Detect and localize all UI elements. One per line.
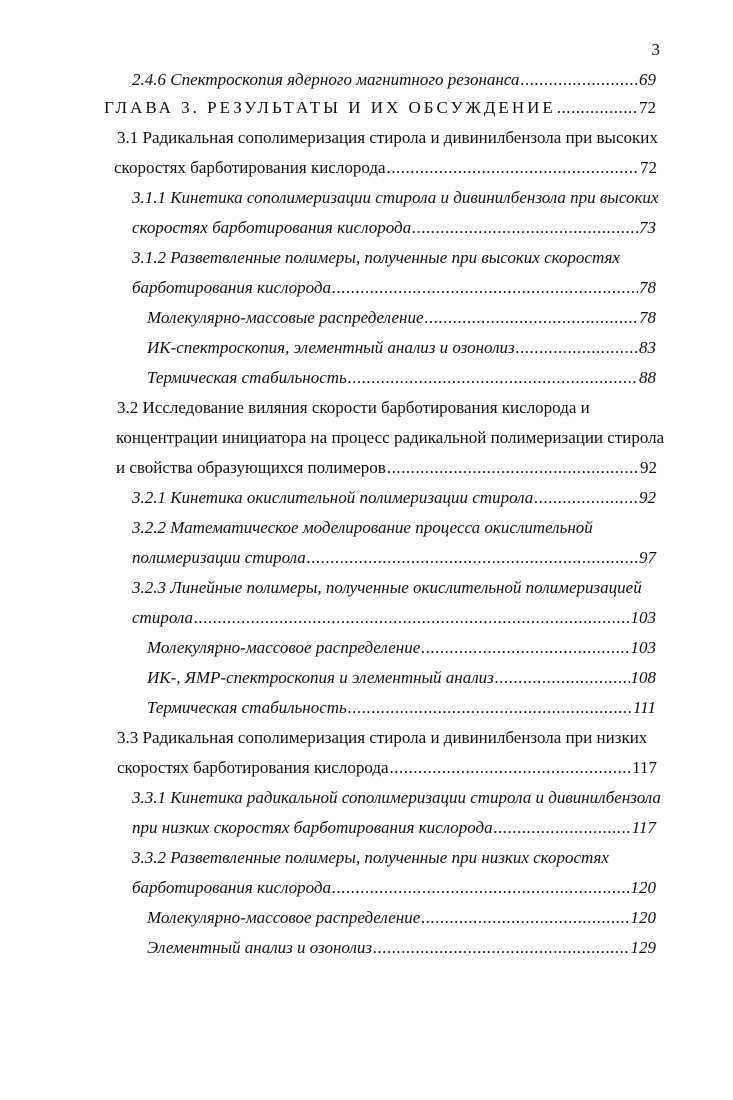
toc-page-ref: 111 (633, 698, 656, 717)
toc-entry-title-line-2: при низких скоростях барботирования кислорода (132, 818, 493, 837)
toc-entry-title-line-1: 3.1 Радикальная сополимеризация стирола и дивинилбензола при высоких (117, 128, 658, 147)
toc-entry-3-3-2-a[interactable] (147, 903, 656, 933)
toc-page-ref: 92 (640, 458, 657, 477)
toc-entry-3-2-1[interactable] (132, 483, 656, 513)
dot-leader (534, 483, 638, 513)
dot-leader (387, 453, 639, 483)
toc-entry-title-line-2: барботирования кислорода (132, 278, 331, 297)
dot-leader (373, 933, 630, 963)
toc-page-ref: 72 (640, 158, 657, 177)
toc-entry-3-2-3-a[interactable] (147, 633, 656, 663)
toc-entry-3-1[interactable] (114, 123, 658, 183)
toc-entry-title: Молекулярно-массовое распределение (147, 638, 421, 657)
toc-entry-title: Термическая стабильность (147, 368, 347, 387)
toc-page-ref: 78 (639, 278, 656, 297)
page-number: 3 (651, 40, 660, 59)
toc-entry-3-3-2-b[interactable] (147, 933, 656, 963)
toc-entry-title-line-1: 3.3 Радикальная сополимеризация стирола и дивинилбензола при низких (117, 728, 648, 747)
toc-page-ref: 117 (631, 818, 656, 837)
toc-page-ref: 69 (639, 70, 656, 89)
toc-page-ref: 129 (630, 938, 656, 957)
dot-leader (421, 633, 629, 663)
dot-leader (390, 753, 632, 783)
toc-entry-3-1-2-c[interactable] (147, 363, 656, 393)
toc-entry-title-line-1: 3.1.2 Разветвленные полимеры, полученные при высоких скоростях (132, 248, 620, 267)
dot-leader (348, 693, 632, 723)
toc-page-ref: 103 (630, 638, 656, 657)
toc-page-ref: 97 (639, 548, 656, 567)
toc-entry-title-line-3: и свойства образующихся полимеров (116, 458, 386, 477)
toc-page-ref: 92 (639, 488, 656, 507)
toc-entry-title-line-1: 3.2 Исследование виляния скорости барботирования кислорода и (117, 398, 590, 417)
toc-entry-title-line-2: стирола (132, 608, 194, 627)
toc-entry-title-line-2: скоростях барботирования кислорода (114, 158, 386, 177)
toc-entry-3-3-1[interactable] (132, 783, 661, 843)
toc-entry-title: 2.4.6 Спектроскопия ядерного магнитного резонанса (132, 70, 520, 89)
dot-leader (520, 65, 638, 95)
toc-entry-title-line-2: барботирования кислорода (132, 878, 331, 897)
toc-entry-title: Молекулярно-массовые распределение (147, 308, 424, 327)
toc-entry-3-2-3-b[interactable] (147, 663, 656, 693)
toc-entry-3-3[interactable] (117, 723, 657, 783)
toc-entry-title-line-1: 3.2.2 Математическое моделирование процесса окислительной (132, 518, 593, 537)
toc-entry-2-4-6[interactable] (132, 65, 656, 95)
dot-leader (495, 663, 630, 693)
toc-entry-title: ИК-спектроскопия, элементный анализ и озонолиз (147, 338, 515, 357)
toc-entry-title: Молекулярно-массовое распределение (147, 908, 421, 927)
toc-page-ref: 120 (630, 878, 656, 897)
toc-entry-title: 3.2.1 Кинетика окислительной полимеризации стирола (132, 488, 534, 507)
toc-entry-3-2-2[interactable] (132, 513, 656, 573)
toc-page-ref: 73 (639, 218, 656, 237)
toc-entry-3-2-3-c[interactable] (147, 693, 656, 723)
dot-leader (494, 813, 631, 843)
toc-page-ref: 108 (630, 668, 656, 687)
toc-entry-3-1-2-b[interactable] (147, 333, 656, 363)
toc-entry-title-line-2: скоростях барботирования кислорода (132, 218, 412, 237)
toc-page-ref: 83 (639, 338, 656, 357)
toc-entry-title-line-2: концентрации инициатора на процесс радикальной полимеризации стирола (116, 428, 665, 447)
dot-leader (557, 93, 638, 123)
dot-leader (421, 903, 629, 933)
toc-entry-title: Элементный анализ и озонолиз (147, 938, 372, 957)
toc-entry-3-1-2-a[interactable] (147, 303, 656, 333)
dot-leader (307, 543, 638, 573)
dot-leader (516, 333, 638, 363)
toc-entry-3-2[interactable] (116, 393, 665, 483)
toc-entry-title-line-2: скоростях барботирования кислорода (117, 758, 389, 777)
toc-entry-chapter-3[interactable] (104, 93, 656, 123)
toc-page-ref: 103 (630, 608, 656, 627)
toc-entry-3-2-3[interactable] (132, 573, 656, 633)
toc-page-ref: 117 (632, 758, 657, 777)
dot-leader (332, 873, 630, 903)
toc-entry-3-1-1[interactable] (132, 183, 659, 243)
dot-leader (412, 213, 638, 243)
dot-leader (425, 303, 639, 333)
toc-entry-title-line-1: 3.2.3 Линейные полимеры, полученные окислительной полимеризацией (132, 578, 642, 597)
toc-entry-3-1-2[interactable] (132, 243, 656, 303)
toc-page-ref: 72 (639, 98, 656, 117)
toc-page-ref: 78 (639, 308, 656, 327)
toc-entry-title-line-2: полимеризации стирола (132, 548, 306, 567)
toc-entry-title-line-1: 3.1.1 Кинетика сополимеризации стирола и дивинилбензола при высоких (132, 188, 659, 207)
dot-leader (348, 363, 638, 393)
toc-entry-title-line-1: 3.3.2 Разветвленные полимеры, полученные при низких скоростях (132, 848, 609, 867)
toc-entry-title: ИК-, ЯМР-спектроскопия и элементный анализ (147, 668, 494, 687)
dot-leader (387, 153, 639, 183)
dot-leader (332, 273, 638, 303)
toc-entry-title: ГЛАВА 3. РЕЗУЛЬТАТЫ И ИХ ОБСУЖДЕНИЕ (104, 98, 556, 117)
dot-leader (194, 603, 629, 633)
toc-page-ref: 120 (630, 908, 656, 927)
toc-entry-title: Термическая стабильность (147, 698, 347, 717)
toc-entry-3-3-2[interactable] (132, 843, 656, 903)
toc-page-ref: 88 (639, 368, 656, 387)
toc-entry-title-line-1: 3.3.1 Кинетика радикальной сополимеризации стирола и дивинилбензола (132, 788, 661, 807)
